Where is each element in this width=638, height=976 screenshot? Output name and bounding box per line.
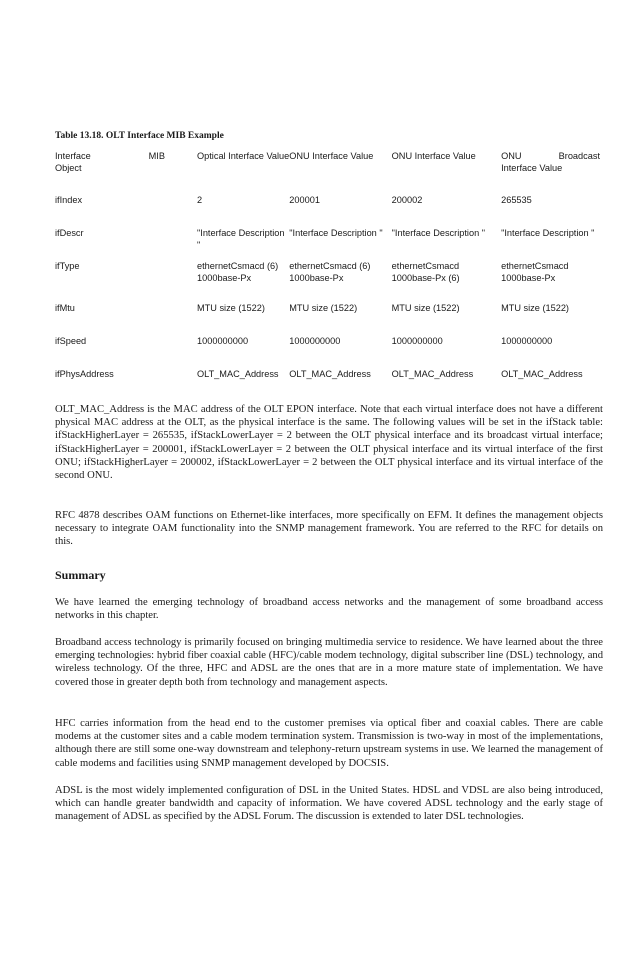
- header-optical-interface-value: [165, 150, 289, 194]
- cell-onu2: 1000000000: [391, 336, 443, 346]
- cell-broadcast: ethernetCsmacd 1000base-Px: [501, 261, 569, 283]
- cell-onu1: MTU size (1522): [289, 303, 358, 313]
- table-row: [55, 194, 610, 227]
- table-row: [55, 368, 610, 401]
- cell-onu2: 200002: [391, 195, 423, 205]
- cell-onu1: "Interface Description ": [289, 228, 383, 238]
- paragraph-broadband-access: Broadband access technology is primarily focused on bringing multimedia service to residence. We have learned about the three emerging technologies: hybrid fiber coaxial cable (HFC)/cable modem technology, digital subscriber line (DSL) technology, and wireless technology. Of the three, HFC and ADSL are the ones that are in a more mature state of implementation. We have covered those in greater depth both from technology and management aspects.: [55, 637, 603, 688]
- paragraph-hfc: HFC carries information from the head end to the customer premises via optical fiber and coaxial cables. There are cable modems at the customer sites and a cable modem termination system. Transmission is two-way in most of the implementations, although there are still some one-way downstream and telephony-return upstream systems in use. We learned the management of cable modems and facilities using SNMP management developed by DOCSIS.: [55, 718, 603, 769]
- header-onu-broadcast-interface-value: [501, 150, 610, 194]
- cell-optical: ethernetCsmacd (6) 1000base-Px: [197, 261, 279, 283]
- cell-onu2: OLT_MAC_Address: [391, 369, 474, 379]
- cell-optical: MTU size (1522): [197, 303, 265, 313]
- cell-object: ifType: [55, 261, 80, 271]
- paragraph-rfc-4878: RFC 4878 describes OAM functions on Ethernet-like interfaces, more specifically on EFM. It defines the management objects necessary to integrate OAM functionality into the SNMP management framework. You are referred to the RFC for details on this.: [55, 510, 603, 548]
- header-onu-text: ONU: [501, 151, 522, 161]
- cell-object: ifSpeed: [55, 336, 87, 346]
- cell-onu2: "Interface Description ": [391, 228, 485, 238]
- header-optical-text: Optical Interface Value: [197, 151, 290, 161]
- cell-broadcast: 265535: [501, 195, 532, 205]
- header-mib-text: MIB: [148, 151, 165, 161]
- header-interface-text: Interface: [55, 151, 91, 161]
- cell-object: ifMtu: [55, 303, 75, 313]
- header-object-text: Object: [55, 163, 82, 173]
- cell-optical: "Interface Description ": [197, 228, 285, 250]
- cell-onu1: 1000000000: [289, 336, 341, 346]
- cell-broadcast: 1000000000: [501, 336, 553, 346]
- header-interface-value-text: Interface Value: [501, 163, 563, 173]
- table-row: [55, 302, 610, 335]
- summary-heading: Summary: [55, 568, 106, 582]
- cell-object: ifIndex: [55, 195, 83, 205]
- table-row: [55, 260, 610, 302]
- paragraph-adsl: ADSL is the most widely implemented configuration of DSL in the United States. HDSL and VDSL are also being introduced, which can handle greater bandwidth and capacity of information. We have covered ADSL technology and the early stage of management of ADSL as specified by the ADSL Forum. The discussion is extended to later DSL technologies.: [55, 785, 603, 823]
- cell-onu1: ethernetCsmacd (6) 1000base-Px: [289, 261, 371, 283]
- paragraph-summary-intro: We have learned the emerging technology of broadband access networks and the management of some broadband access networks in this chapter.: [55, 597, 603, 622]
- cell-broadcast: "Interface Description ": [501, 228, 595, 238]
- cell-optical: OLT_MAC_Address: [197, 369, 279, 379]
- table-header-row: [55, 150, 610, 194]
- cell-broadcast: MTU size (1522): [501, 303, 569, 313]
- olt-interface-mib-table: [55, 150, 610, 401]
- header-broadcast-text: Broadcast: [558, 151, 600, 161]
- paragraph-olt-mac-address: OLT_MAC_Address is the MAC address of the OLT EPON interface. Note that each virtual interface does not have a different physical MAC address at the OLT, as the physical interface is the same. The following values will be set in the ifStack table: ifStackHigherLayer = 265535, ifStackLowerLayer = 2 between the OLT physical interface and its broadcast virtual interface; ifStackHigherLayer = 200001, ifStackLowerLayer = 2 between the OLT physical interface and its virtual interface of the first ONU; ifStackHigherLayer = 200002, ifStackLowerLayer = 2 between the OLT physical interface and its virtual interface of the second ONU.: [55, 404, 603, 482]
- cell-onu2: ethernetCsmacd 1000base-Px (6): [391, 261, 460, 283]
- cell-onu1: OLT_MAC_Address: [289, 369, 371, 379]
- header-onu-interface-value-2: ONU Interface Value: [391, 151, 476, 161]
- table-row: [55, 335, 610, 368]
- cell-broadcast: OLT_MAC_Address: [501, 369, 583, 379]
- cell-onu2: MTU size (1522): [391, 303, 460, 313]
- header-interface-mib-object: [55, 150, 165, 194]
- cell-optical: 2: [197, 195, 203, 205]
- cell-object: ifDescr: [55, 228, 84, 238]
- cell-onu1: 200001: [289, 195, 320, 205]
- cell-optical: 1000000000: [197, 336, 249, 346]
- header-onu-interface-value-1: ONU Interface Value: [289, 151, 374, 161]
- table-row: [55, 227, 610, 260]
- table-caption: Table 13.18. OLT Interface MIB Example: [55, 131, 224, 141]
- cell-object: ifPhysAddress: [55, 369, 114, 379]
